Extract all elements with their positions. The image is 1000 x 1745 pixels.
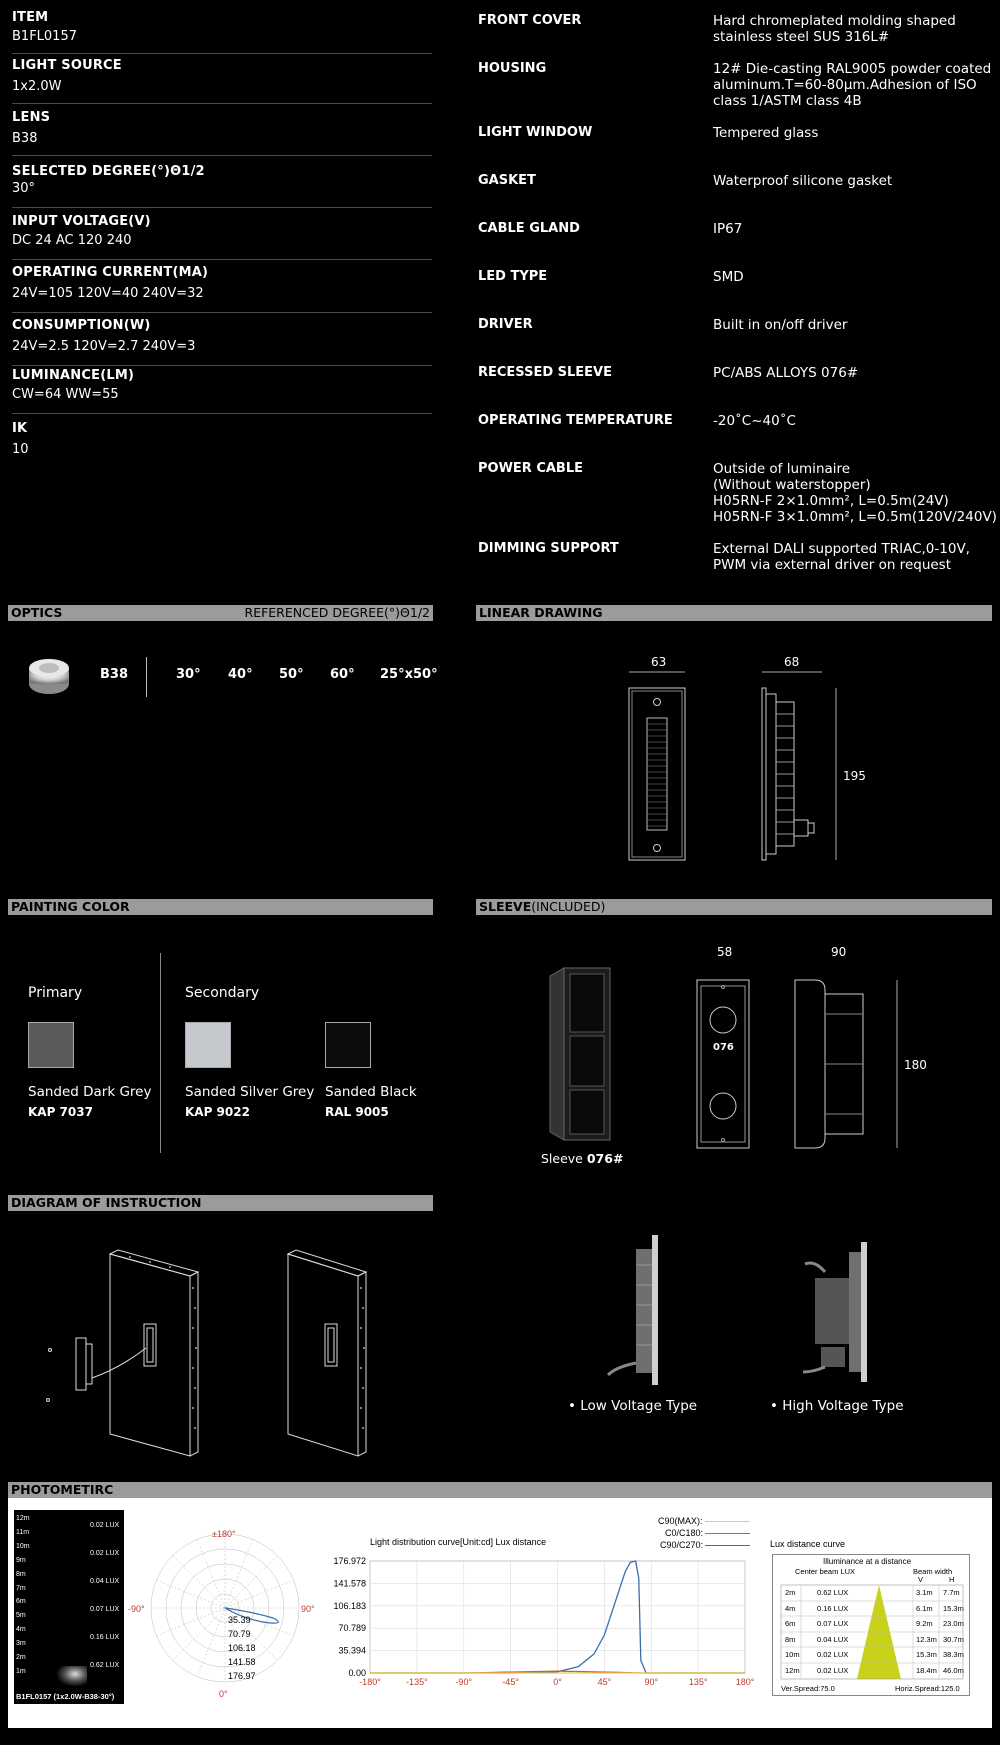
x-tick-label: -135° (406, 1677, 428, 1687)
polar-diagram (145, 1528, 305, 1692)
optics-divider (146, 657, 147, 697)
polar-ring-label: 70.79 (228, 1629, 251, 1639)
spec-label: HOUSING (478, 61, 547, 76)
lux-row-center: 0.07 LUX (817, 1619, 849, 1629)
lux-row-center: 0.16 LUX (817, 1603, 849, 1613)
y-tick-label: 0.00 (348, 1668, 366, 1678)
isolux-lux: 0.16 LUX (90, 1634, 120, 1641)
lux-row-v: 3.1m (916, 1588, 933, 1597)
polar-ring-label: 141.58 (228, 1657, 256, 1667)
dim-width-side: 68 (784, 655, 800, 669)
legend-label: C90(MAX): (658, 1516, 703, 1526)
distance-label: 4m (16, 1626, 26, 1634)
distance-label: 3m (16, 1640, 26, 1648)
x-tick-label: -90° (455, 1677, 473, 1687)
x-tick-label: 135° (688, 1677, 708, 1687)
spec-label: IK (12, 421, 28, 436)
lux-row-distance: 2m (785, 1588, 796, 1597)
distance-label: 1m (16, 1667, 26, 1675)
painting-header (8, 899, 433, 915)
section-title: DIAGRAM OF INSTRUCTION (11, 1195, 202, 1210)
spec-label: CABLE GLAND (478, 221, 580, 236)
spec-label: GASKET (478, 173, 536, 188)
spec-label: LIGHT SOURCE (12, 58, 122, 73)
spec-value: External DALI supported TRIAC,0-10V, PWM via external driver on request (713, 541, 970, 573)
linear-drawing (600, 650, 860, 874)
color-code: KAP 9022 (185, 1105, 250, 1119)
isolux-lux: 0.07 LUX (90, 1606, 120, 1613)
spec-value: DC 24 AC 120 240 (12, 233, 132, 248)
polar-bottom-label: 0° (219, 1689, 228, 1699)
x-tick-label: 0° (553, 1677, 562, 1687)
sleeve-caption (541, 1151, 623, 1166)
spec-value: -20˚C~40˚C (713, 413, 796, 429)
legend-line-c90max (705, 1521, 750, 1522)
optics-degree: 40° (228, 667, 253, 682)
distance-label: 6m (16, 1598, 26, 1606)
polar-top-label: ±180° (212, 1529, 236, 1539)
col-h: H (949, 1575, 955, 1584)
high-voltage-image (795, 1242, 875, 1386)
dim-height: 195 (843, 769, 866, 783)
spec-value: Tempered glass (713, 125, 819, 141)
spec-value: CW=64 WW=55 (12, 387, 119, 402)
distance-label: 2m (16, 1654, 26, 1662)
spec-value: Built in on/off driver (713, 317, 848, 333)
low-voltage-label: • Low Voltage Type (568, 1398, 698, 1414)
y-tick-label: 35.394 (338, 1645, 366, 1656)
spec-value: B1FL0157 (12, 29, 77, 44)
x-tick-label: 90° (644, 1677, 659, 1687)
x-tick-label: 180° (735, 1677, 755, 1687)
swatch-dark-grey (28, 1022, 74, 1068)
lux-row-center: 0.04 LUX (817, 1634, 849, 1644)
optics-degree: 50° (279, 667, 304, 682)
spec-value: 12# Die-casting RAL9005 powder coated aluminum.T=60-80μm.Adhesion of ISO class 1/ASTM class 4B (713, 61, 992, 109)
y-tick-label: 70.789 (338, 1623, 366, 1634)
polar-ring-label: 106.18 (228, 1643, 256, 1653)
spec-value: 24V=2.5 120V=2.7 240V=3 (12, 339, 196, 354)
spec-value: IP67 (713, 221, 743, 237)
spec-label: LENS (12, 110, 51, 125)
spec-label: DIMMING SUPPORT (478, 541, 619, 556)
y-tick-label: 141.578 (333, 1578, 366, 1589)
spec-value: B38 (12, 131, 38, 146)
lens-image (26, 654, 72, 702)
x-tick-label: -180° (359, 1677, 381, 1687)
isolux-lux: 0.04 LUX (90, 1578, 120, 1585)
y-tick-label: 176.972 (333, 1556, 366, 1566)
lux-table-subtitle: Illuminance at a distance (823, 1557, 912, 1566)
swatch-black (325, 1022, 371, 1068)
section-title: PHOTOMETIRC (11, 1482, 114, 1497)
spec-input-voltage (12, 214, 432, 260)
legend-label: C0/C180: (665, 1528, 704, 1538)
section-title: PAINTING COLOR (11, 899, 130, 914)
spec-value: 24V=105 120V=40 240V=32 (12, 286, 204, 301)
legend-label: C90/C270: (660, 1540, 704, 1550)
spec-value: 30° (12, 181, 36, 196)
color-name: Sanded Dark Grey (28, 1084, 152, 1100)
swatch-silver-grey (185, 1022, 231, 1068)
color-code: RAL 9005 (325, 1105, 389, 1119)
spec-value: Waterproof silicone gasket (713, 173, 893, 189)
spec-label: SELECTED DEGREE(°)Θ1/2 (12, 164, 205, 179)
distance-label: 9m (16, 1556, 26, 1564)
sleeve-caption-code: 076# (586, 1151, 624, 1166)
lux-row-center: 0.02 LUX (817, 1666, 849, 1675)
ver-spread: Ver.Spread:75.0 (781, 1684, 835, 1693)
diagram-header (8, 1195, 433, 1211)
spec-value: Hard chromeplated molding shaped stainless steel SUS 316L# (713, 13, 956, 45)
lux-row-distance: 12m (785, 1666, 800, 1675)
lux-row-center: 0.62 LUX (817, 1588, 849, 1597)
distance-label: 12m (16, 1515, 30, 1522)
spec-label: LUMINANCE(LM) (12, 368, 135, 383)
spec-value: 1x2.0W (12, 79, 62, 94)
isolux-glow (57, 1666, 87, 1686)
lux-row-v: 18.4m (916, 1666, 937, 1675)
legend-line-c0c180 (705, 1533, 750, 1534)
spec-light-source (12, 58, 432, 104)
spec-consumption (12, 318, 432, 366)
spec-lens (12, 110, 432, 156)
lux-row-v: 12.3m (916, 1634, 937, 1644)
sleeve-label: 076 (713, 1042, 734, 1053)
spec-item (12, 10, 432, 54)
polar-right-label: 90° (301, 1604, 315, 1614)
light-distribution-chart (325, 1553, 755, 1702)
dim-sleeve-w2: 90 (831, 945, 847, 959)
dim-sleeve-w1: 58 (717, 945, 733, 959)
spec-value: Outside of luminaire (Without waterstopper) H05RN-F 2×1.0mm², L=0.5m(24V) H05RN-F 3×1.0mm², L=0.5m(120V/240V) (713, 461, 997, 525)
lux-row-h: 7.7m (943, 1588, 960, 1597)
sleeve-drawing (540, 960, 910, 1164)
polar-ring-label: 35.39 (228, 1615, 251, 1625)
color-name: Sanded Silver Grey (185, 1084, 315, 1100)
spec-label: OPERATING CURRENT(MA) (12, 265, 209, 280)
isolux-distances (16, 1512, 30, 1679)
installation-diagram (40, 1248, 410, 1462)
lux-row-v: 15.3m (916, 1650, 937, 1660)
painting-divider (160, 953, 161, 1153)
isolux-lux: 0.62 LUX (90, 1662, 120, 1669)
lux-row-h: 23.0m (943, 1619, 964, 1629)
isolux-caption: B1FL0157 (1x2.0W-B38-30°) (14, 1690, 124, 1704)
dim-width-front: 63 (651, 655, 667, 669)
color-name: Sanded Black (325, 1084, 417, 1100)
spec-label: POWER CABLE (478, 461, 584, 476)
high-voltage-label: • High Voltage Type (770, 1398, 904, 1414)
photometric-header (8, 1482, 992, 1498)
x-tick-label: 45° (597, 1677, 612, 1687)
lux-row-center: 0.02 LUX (817, 1650, 849, 1660)
optics-lens-name: B38 (100, 667, 128, 682)
isolux-diagram (14, 1510, 124, 1690)
lux-row-h: 15.3m (943, 1603, 964, 1613)
spec-label: RECESSED SLEEVE (478, 365, 612, 380)
spec-label: OPERATING TEMPERATURE (478, 413, 673, 428)
legend-line-c90c270 (705, 1545, 750, 1546)
section-title: SLEEVE (479, 899, 532, 914)
optics-degree: 30° (176, 667, 201, 682)
x-tick-label: -45° (502, 1677, 519, 1687)
lux-table-title: Lux distance curve (770, 1539, 846, 1549)
spec-label: LIGHT WINDOW (478, 125, 593, 140)
spec-label: FRONT COVER (478, 13, 582, 28)
optics-header (8, 605, 433, 621)
color-code: KAP 7037 (28, 1105, 93, 1119)
distance-label: 5m (16, 1612, 26, 1620)
spec-label: LED TYPE (478, 269, 548, 284)
distance-label: 11m (16, 1528, 30, 1536)
distance-label: 10m (16, 1542, 30, 1550)
isolux-lux: 0.02 LUX (90, 1550, 120, 1557)
lux-row-h: 46.0m (943, 1666, 964, 1675)
lux-row-distance: 4m (785, 1603, 796, 1613)
lux-row-v: 6.1m (916, 1603, 933, 1613)
spec-label: INPUT VOLTAGE(V) (12, 214, 151, 229)
spec-label: CONSUMPTION(W) (12, 318, 151, 333)
polar-left-label: -90° (128, 1604, 145, 1614)
sleeve-header (476, 899, 992, 915)
primary-label: Primary (28, 985, 83, 1001)
spec-value: 10 (12, 442, 29, 457)
secondary-label: Secondary (185, 985, 260, 1001)
section-title: LINEAR DRAWING (479, 605, 603, 620)
spec-value: PC/ABS ALLOYS 076# (713, 365, 859, 381)
spec-label: DRIVER (478, 317, 533, 332)
distance-label: 7m (16, 1584, 26, 1592)
spec-label: ITEM (12, 10, 49, 25)
distance-label: 8m (16, 1570, 26, 1578)
spec-ik (12, 421, 432, 465)
lux-row-distance: 8m (785, 1634, 796, 1644)
section-subtitle: (INCLUDED) (531, 899, 606, 914)
spec-value: SMD (713, 269, 744, 285)
spec-luminance (12, 368, 432, 414)
sleeve-caption-prefix: Sleeve (541, 1151, 587, 1166)
col-center: Center beam LUX (795, 1567, 856, 1576)
col-beam: Beam width (913, 1567, 953, 1576)
lux-row-v: 9.2m (916, 1619, 933, 1629)
optics-degree: 25°x50° (380, 667, 438, 682)
lux-table (772, 1554, 970, 1696)
low-voltage-image (596, 1235, 666, 1389)
curve-title: Light distribution curve[Unit:cd] Lux distance (370, 1537, 547, 1547)
section-subtitle: REFERENCED DEGREE(°)Θ1/2 (244, 605, 430, 620)
lux-row-distance: 6m (785, 1619, 796, 1629)
optics-degree: 60° (330, 667, 355, 682)
lux-row-h: 30.7m (943, 1634, 964, 1644)
polar-ring-label: 176.97 (228, 1671, 256, 1681)
lux-row-distance: 10m (785, 1650, 800, 1660)
spec-selected-degree (12, 164, 432, 208)
col-v: V (918, 1575, 924, 1584)
section-title: OPTICS (11, 605, 63, 620)
spec-operating-current (12, 265, 432, 313)
y-tick-label: 106.183 (333, 1600, 366, 1611)
horiz-spread: Horiz.Spread:125.0 (895, 1684, 960, 1693)
lux-row-h: 38.3m (943, 1650, 964, 1660)
linear-drawing-header (476, 605, 992, 621)
isolux-lux: 0.02 LUX (90, 1522, 120, 1529)
dim-sleeve-h: 180 (904, 1058, 927, 1072)
